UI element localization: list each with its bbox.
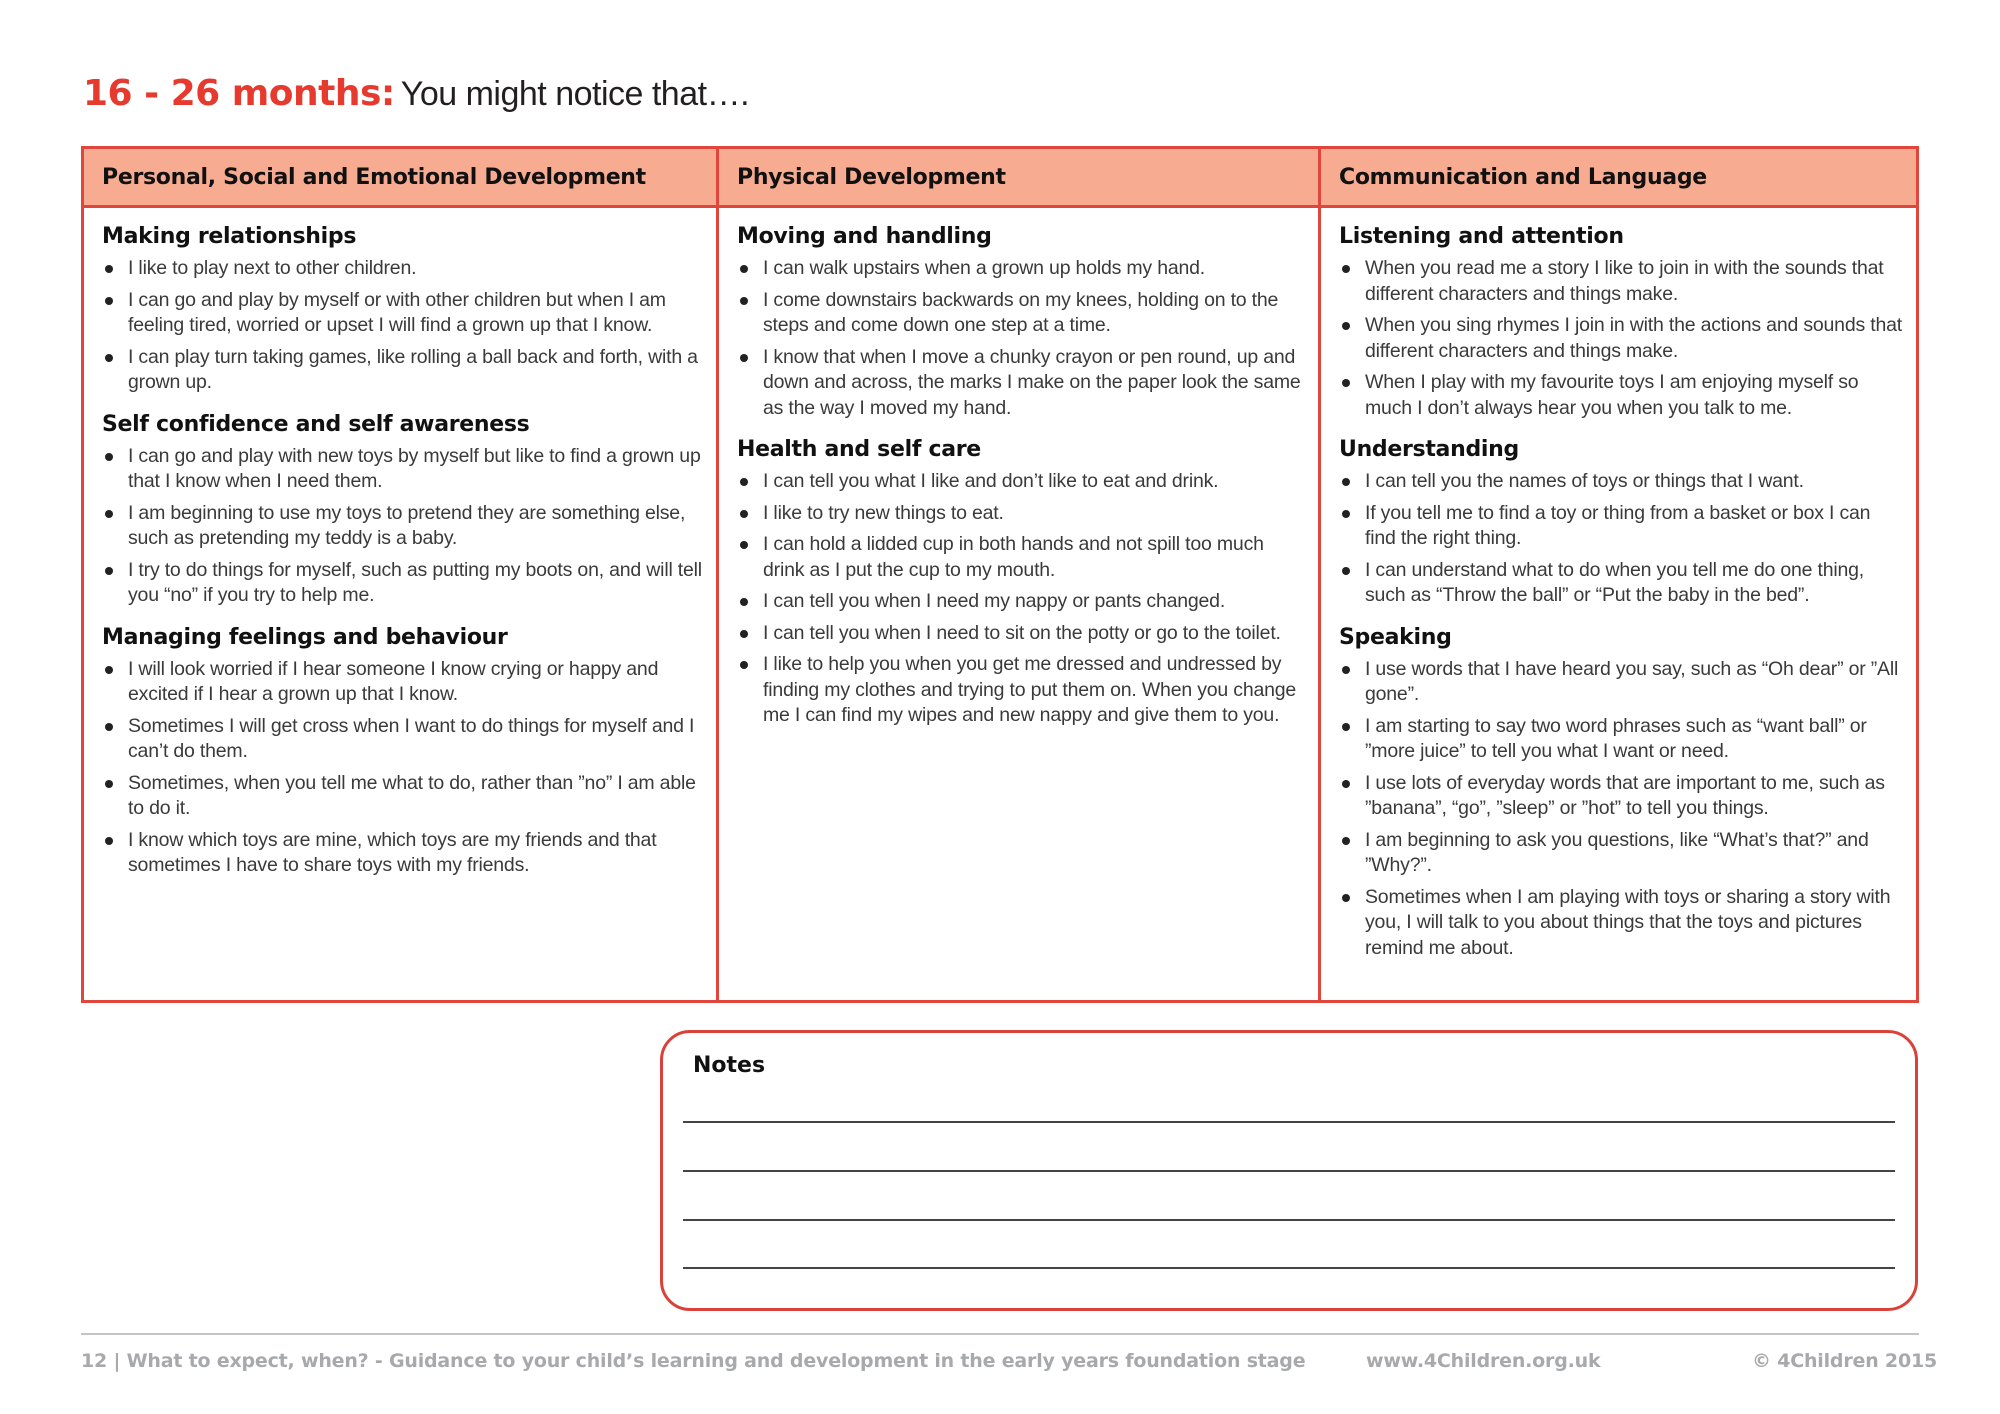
list-item-text: I try to do things for myself, such as putting my boots on, and will tell you “no” if you try to help me. xyxy=(128,558,702,606)
column-body-communication xyxy=(1318,208,1916,1000)
list-item-text: I use lots of everyday words that are important to me, such as ”banana”, “go”, ”sleep” or ”hot” to tell you things. xyxy=(1365,771,1885,819)
notes-box xyxy=(660,1030,1918,1311)
title-lead: You might notice that…. xyxy=(400,75,750,113)
bullet-icon xyxy=(105,265,113,273)
list-item-text: I like to try new things to eat. xyxy=(763,501,1004,524)
note-line[interactable] xyxy=(683,1267,1895,1269)
section-understanding xyxy=(1339,435,1902,609)
list-item xyxy=(102,771,702,822)
list-item-text: I use words that I have heard you say, such as “Oh dear” or ”All gone”. xyxy=(1365,657,1899,705)
list-item-text: Sometimes when I am playing with toys or sharing a story with you, I will talk to you about things that the toys and pictures remind me about. xyxy=(1365,885,1891,959)
bullet-icon xyxy=(740,541,748,549)
section-moving-and-handling xyxy=(737,222,1304,421)
list-item-text: I come downstairs backwards on my knees, holding on to the steps and come down one step at a time. xyxy=(763,288,1279,336)
section-self-confidence-and-self-awareness xyxy=(102,410,702,609)
list-item xyxy=(1339,771,1902,822)
section-managing-feelings-and-behaviour xyxy=(102,623,702,879)
list-item xyxy=(1339,501,1902,552)
list-item xyxy=(102,558,702,609)
list-item-text: I can tell you when I need my nappy or pants changed. xyxy=(763,590,1226,612)
list-item xyxy=(102,657,702,708)
bullet-list xyxy=(737,469,1304,729)
list-item-text: I can understand what to do when you tell me do one thing, such as “Throw the ball” or “Put the baby in the bed”. xyxy=(1365,558,1864,606)
bullet-list xyxy=(102,657,702,879)
bullet-icon xyxy=(740,297,748,305)
section-health-and-self-care xyxy=(737,435,1304,729)
section-title: Understanding xyxy=(1339,437,1519,462)
list-item-text: When you sing rhymes I join in with the actions and sounds that different characters and things make. xyxy=(1365,314,1902,362)
note-line[interactable] xyxy=(683,1121,1895,1123)
bullet-list xyxy=(737,256,1304,421)
list-item-text: When I play with my favourite toys I am enjoying myself so much I don’t always hear you when you talk to me. xyxy=(1365,371,1859,419)
bullet-icon xyxy=(740,630,748,638)
bullet-icon xyxy=(740,354,748,362)
bullet-icon xyxy=(105,837,113,845)
list-item-text: I like to play next to other children. xyxy=(128,257,417,279)
notes-title: Notes xyxy=(693,1053,766,1078)
bullet-list xyxy=(1339,657,1902,962)
list-item xyxy=(737,652,1304,729)
bullet-icon xyxy=(105,297,113,305)
list-item xyxy=(102,444,702,495)
list-item xyxy=(102,714,702,765)
list-item xyxy=(1339,828,1902,879)
bullet-icon xyxy=(1342,837,1350,845)
list-item xyxy=(102,288,702,339)
note-line[interactable] xyxy=(683,1219,1895,1221)
section-listening-and-attention xyxy=(1339,222,1902,421)
list-item xyxy=(737,288,1304,339)
bullet-icon xyxy=(740,510,748,518)
bullet-list xyxy=(1339,256,1902,421)
footer-website-link[interactable]: www.4Children.org.uk xyxy=(1366,1350,1601,1372)
list-item xyxy=(737,501,1304,527)
list-item-text: I can walk upstairs when a grown up holds my hand. xyxy=(763,257,1205,279)
bullet-icon xyxy=(1342,666,1350,674)
list-item xyxy=(102,345,702,396)
section-speaking xyxy=(1339,623,1902,962)
column-body-physical xyxy=(716,208,1318,1000)
list-item xyxy=(737,345,1304,422)
bullet-icon xyxy=(1342,510,1350,518)
section-title: Speaking xyxy=(1339,624,1452,650)
bullet-icon xyxy=(740,661,748,669)
bullet-icon xyxy=(1342,780,1350,788)
bullet-icon xyxy=(105,723,113,731)
list-item-text: I will look worried if I hear someone I know crying or happy and excited if I hear a grown up that I know. xyxy=(128,657,659,705)
bullet-icon xyxy=(105,354,113,362)
note-line[interactable] xyxy=(683,1170,1895,1172)
list-item xyxy=(737,621,1304,647)
list-item xyxy=(1339,313,1902,364)
column-heading-communication: Communication and Language xyxy=(1318,149,1916,208)
bullet-icon xyxy=(740,265,748,273)
list-item xyxy=(1339,256,1902,307)
section-making-relationships xyxy=(102,222,702,396)
list-item-text: I am starting to say two word phrases such as “want ball” or ”more juice” to tell you what I want or need. xyxy=(1365,714,1867,762)
section-title: Moving and handling xyxy=(737,224,992,249)
list-item xyxy=(102,828,702,879)
bullet-icon xyxy=(1342,265,1350,273)
list-item-text: Sometimes I will get cross when I want to do things for myself and I can’t do them. xyxy=(128,714,695,762)
list-item-text: I know which toys are mine, which toys are my friends and that sometimes I have to share toys with my friends. xyxy=(128,828,657,876)
bullet-icon xyxy=(740,478,748,486)
column-heading-physical: Physical Development xyxy=(716,149,1318,208)
list-item-text: I can tell you what I like and don’t like to eat and drink. xyxy=(763,470,1219,492)
section-title: Listening and attention xyxy=(1339,224,1624,249)
bullet-list xyxy=(102,256,702,396)
bullet-icon xyxy=(105,567,113,575)
page-title xyxy=(83,70,749,118)
bullet-icon xyxy=(105,666,113,674)
list-item-text: I can go and play with new toys by myself but like to find a grown up that I know when I need them. xyxy=(128,444,701,492)
list-item-text: I can hold a lidded cup in both hands and not spill too much drink as I put the cup to my mouth. xyxy=(763,533,1264,581)
list-item-text: I can tell you the names of toys or things that I want. xyxy=(1365,470,1804,492)
list-item xyxy=(737,532,1304,583)
bullet-icon xyxy=(1342,723,1350,731)
list-item xyxy=(737,589,1304,615)
list-item xyxy=(1339,469,1902,495)
list-item-text: I know that when I move a chunky crayon or pen round, up and down and across, the marks I make on the paper look the same as the way I moved my hand. xyxy=(763,345,1301,419)
list-item-text: I can play turn taking games, like rolling a ball back and forth, with a grown up. xyxy=(128,345,698,393)
footer-copyright: © 4Children 2015 xyxy=(1752,1350,1938,1372)
list-item xyxy=(1339,558,1902,609)
list-item xyxy=(1339,714,1902,765)
bullet-icon xyxy=(1342,894,1350,902)
bullet-icon xyxy=(740,598,748,606)
footer-divider xyxy=(81,1333,1919,1335)
list-item xyxy=(737,469,1304,495)
footer-page-title: 12 | What to expect, when? - Guidance to your child’s learning and development in the early years foundation stage xyxy=(81,1350,1306,1372)
section-title: Managing feelings and behaviour xyxy=(102,624,508,650)
list-item-text: I like to help you when you get me dressed and undressed by finding my clothes and trying to put them on. When you change me I can find my wipes and new nappy and give them to you. xyxy=(763,653,1297,726)
bullet-list xyxy=(1339,469,1902,609)
list-item xyxy=(1339,370,1902,421)
list-item-text: I am beginning to use my toys to pretend they are something else, such as pretending my teddy is a baby. xyxy=(128,501,686,549)
bullet-icon xyxy=(1342,567,1350,575)
section-title: Self confidence and self awareness xyxy=(102,411,530,437)
bullet-icon xyxy=(1342,379,1350,387)
section-title: Making relationships xyxy=(102,224,357,249)
bullet-icon xyxy=(105,780,113,788)
list-item-text: I can tell you when I need to sit on the potty or go to the toilet. xyxy=(763,621,1281,644)
bullet-list xyxy=(102,444,702,609)
list-item xyxy=(102,501,702,552)
age-range: 16 - 26 months: xyxy=(83,73,395,114)
column-heading-psed: Personal, Social and Emotional Development xyxy=(84,149,716,208)
list-item-text: When you read me a story I like to join in with the sounds that different characters and things make. xyxy=(1365,257,1884,305)
list-item-text: If you tell me to find a toy or thing from a basket or box I can find the right thing. xyxy=(1365,501,1871,549)
column-body-psed xyxy=(84,208,716,1000)
list-item xyxy=(1339,657,1902,708)
development-table xyxy=(81,146,1919,1003)
section-title: Health and self care xyxy=(737,437,981,462)
bullet-icon xyxy=(105,453,113,461)
list-item-text: I am beginning to ask you questions, like “What’s that?” and ”Why?”. xyxy=(1365,828,1869,876)
list-item xyxy=(102,256,702,282)
list-item-text: I can go and play by myself or with other children but when I am feeling tired, worried or upset I will find a grown up that I know. xyxy=(128,288,666,336)
bullet-icon xyxy=(105,510,113,518)
list-item xyxy=(737,256,1304,282)
bullet-icon xyxy=(1342,322,1350,330)
bullet-icon xyxy=(1342,478,1350,486)
list-item xyxy=(1339,885,1902,962)
list-item-text: Sometimes, when you tell me what to do, rather than ”no” I am able to do it. xyxy=(128,771,696,819)
